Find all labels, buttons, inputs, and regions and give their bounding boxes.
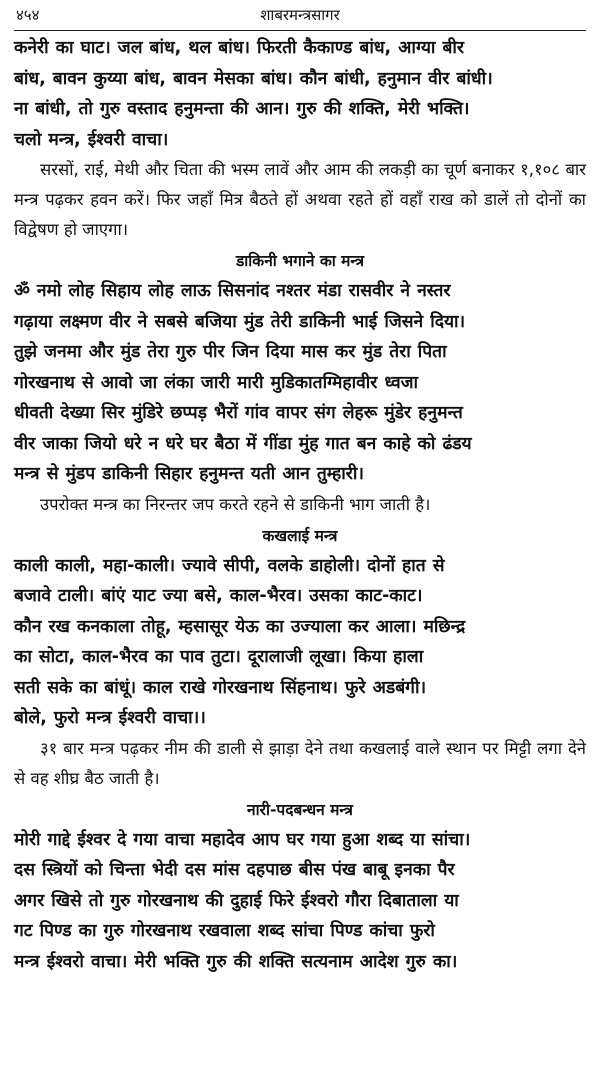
instruction-text xyxy=(14,155,586,245)
section-nari-padbandhan xyxy=(14,795,586,978)
mantra-line: मन्त्र से मुंडप डाकिनी सिहार हनुमन्त यती आन तुम्हारी। xyxy=(14,464,364,484)
mantra-line: कौन रख कनकाला तोहू, म्हसासूर येऊ का उज्याला कर आला। मछिन्द्र xyxy=(14,616,466,637)
section-vashikaran xyxy=(14,33,586,245)
mantra-line: काली काली, महा-काली। ज्यावे सीपी, वलके डाहोली। दोनों हात से xyxy=(14,555,445,576)
section-heading: नारी-पदबन्धन मन्त्र xyxy=(247,800,353,819)
note-line: सरसों, राई, मेथी और चिता की भस्म लावें और आम की लकड़ी का चूर्ण xyxy=(40,160,467,179)
note-line: बनाकर १,१०८ बार मन्त्र पढ़कर हवन करें। फिर जहाँ मित्र बैठते हों अथवा रहते xyxy=(14,160,586,209)
mantra-line: गोरखनाथ से आवो जा लंका जारी मारी मुडिकातग्मिहावीर ध्वजा xyxy=(14,372,419,393)
mantra-line: ॐ नमो लोह सिहाय लोह लाऊ सिसनांद नश्तर मंडा रासवीर ने नस्तर xyxy=(14,281,451,301)
mantra-line: का सोटा, काल-भैरव का पाव तुटा। दूरालाजी लूखा। किया हाला xyxy=(14,647,424,667)
mantra-line: बांध, बावन कुय्या बांध, बावन मेसका बांध। कौन बांधी, हनुमान वीर बांधी। xyxy=(14,68,493,89)
mantra-line: धीवती देख्या सिर मुंडिरे छप्पड़ भैरों गांव वापर संग लेहरू मुंडेर हनुमन्त xyxy=(14,403,463,423)
mantra-line: बजावे टाली। बांएं याट ज्या बसे, काल-भैरव। उसका काट-काट। xyxy=(14,586,423,606)
mantra-line: वीर जाका जियो धरे न धरे घर बैठा में गींडा मुंह गात बन काहे को ढंडय xyxy=(14,433,472,454)
mantra-text xyxy=(14,276,586,490)
page-number: ४५४ xyxy=(16,6,40,24)
running-title: शाबरमन्त्रसागर xyxy=(260,6,340,24)
mantra-line: मन्त्र ईश्वरो वाचा। मेरी भक्ति गुरु की शक्ति सत्यनाम आदेश गुरु का। xyxy=(14,951,458,972)
mantra-line: सती सके का बांधूं। काल राखे गोरखनाथ सिंहनाथ। फुरे अडबंगी। xyxy=(14,677,427,698)
mantra-line: बोले, फुरो मन्त्र ईश्वरी वाचा।। xyxy=(14,708,206,728)
note-line: मिट्टी लगा देने से वह शीघ्र बैठ जाती है। xyxy=(14,738,587,788)
mantra-line: चलो मन्त्र, ईश्वरी वाचा। xyxy=(14,129,169,150)
mantra-text xyxy=(14,551,586,734)
note-line: ३१ बार मन्त्र पढ़कर नीम की डाली से झाड़ा देने तथा कखलाई वाले स्थान पर xyxy=(40,738,499,758)
mantra-line: ना बांधी, तो गुरु वस्ताद हनुमन्ता की आन। गुरु की शक्ति, मेरी भक्ति। xyxy=(14,99,470,119)
mantra-line: कनेरी का घाट। जल बांध, थल बांध। फिरती कैकाण्ड बांध, आग्या बीर xyxy=(14,38,465,58)
mantra-line: गढ़ाया लक्ष्मण वीर ने सबसे बजिया मुंड तेरी डाकिनी भाई जिसने दिया। xyxy=(14,311,466,332)
instruction-text xyxy=(14,734,586,794)
section-heading: कखलाई मन्त्र xyxy=(262,526,338,545)
instruction-text xyxy=(14,490,586,520)
page-header xyxy=(14,0,586,31)
mantra-line: गट पिण्ड का गुरु गोरखनाथ रखवाला शब्द सांचा पिण्ड कांचा फुरो xyxy=(14,921,435,941)
mantra-line: मोरी गाद्दे ईश्वर दे गया वाचा महादेव आप घर गया हुआ शब्द या सांचा। xyxy=(14,829,471,850)
note-line: उपरोक्त मन्त्र का निरन्तर जप करते रहने से डाकिनी भाग जाती है। xyxy=(40,494,431,514)
note-line: हों वहाँ राख को डालें तो दोनों का विद्वेषण हो जाएगा। xyxy=(14,190,586,239)
mantra-line: अगर खिसे तो गुरु गोरखनाथ की दुहाई फिरे ईश्वरो गौरा दिबाताला या xyxy=(14,890,459,911)
mantra-text xyxy=(14,33,586,155)
section-kakhlai xyxy=(14,521,586,794)
section-heading: डाकिनी भगाने का मन्त्र xyxy=(235,252,365,270)
mantra-line: तुझे जनमा और मुंड तेरा गुरु पीर जिन दिया मास कर मुंड तेरा पिता xyxy=(14,342,447,362)
mantra-line: दस स्त्रियों को चिन्ता भेदी दस मांस दहपाछ बीस पंख बाबू इनका पैर xyxy=(14,860,455,880)
section-dakini xyxy=(14,246,586,520)
mantra-text xyxy=(14,825,586,978)
